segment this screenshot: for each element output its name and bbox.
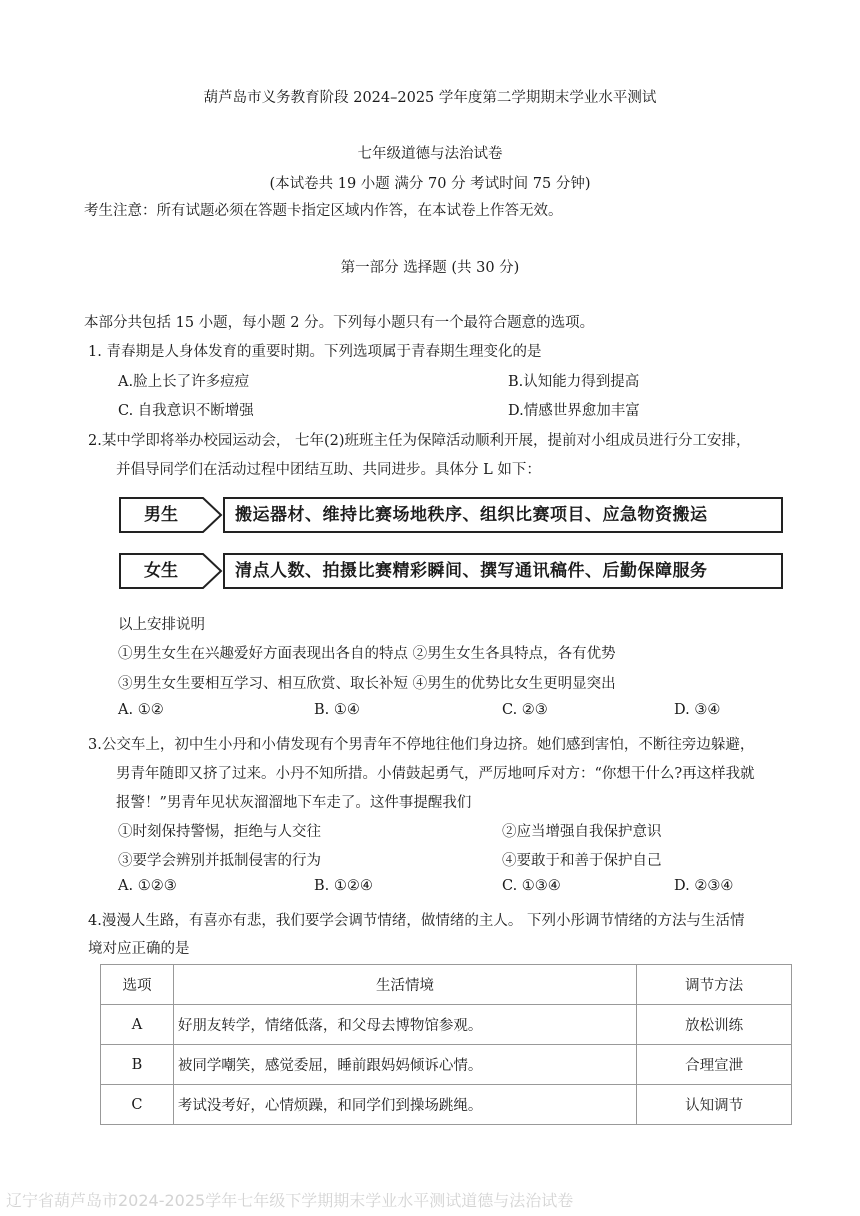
table-cell: C xyxy=(101,1085,174,1125)
tag-label: 女生 xyxy=(144,561,178,581)
question-stem-line1: 2.某中学即将举办校园运动会， 七年(2)班班主任为保障活动顺利开展，提前对小组成员进行分工安排， xyxy=(88,433,751,449)
arrow-tag xyxy=(119,553,223,589)
question-stem-line2: 境对应正确的是 xyxy=(88,941,190,957)
tag-label: 男生 xyxy=(144,505,178,525)
exam-info: (本试卷共 19 小题 满分 70 分 考试时间 75 分钟) xyxy=(269,176,591,192)
question-stem-line3: 报警！”男青年见状灰溜溜地下车走了。这件事提醒我们 xyxy=(116,795,472,811)
table-header: 生活情境 xyxy=(173,965,636,1005)
option-d: D.情感世界愈加丰富 xyxy=(508,403,640,419)
table-cell: 放松训练 xyxy=(637,1005,792,1045)
option-b: B. ①②④ xyxy=(314,878,373,894)
question-stem-line1: 3.公交车上，初中生小丹和小倩发现有个男青年不停地往他们身边挤。她们感到害怕，不断往旁边躲避， xyxy=(88,737,755,753)
statement-2: ②应当增强自我保护意识 xyxy=(502,824,662,840)
arrow-tag xyxy=(119,497,223,533)
table-cell: A xyxy=(101,1005,174,1045)
footer-watermark: 辽宁省葫芦岛市2024-2025学年七年级下学期期末学业水平测试道德与法治试卷 xyxy=(6,1191,574,1210)
statement-1: ①时刻保持警惕，拒绝与人交往 xyxy=(118,824,321,840)
section-heading: 第一部分 选择题 (共 30 分) xyxy=(340,260,520,276)
table-cell: 好朋友转学，情绪低落，和父母去博物馆参观。 xyxy=(173,1005,636,1045)
question-stem-line1: 4.漫漫人生路，有喜亦有悲，我们要学会调节情绪，做情绪的主人。 下列小彤调节情绪的方法与生活情 xyxy=(88,913,745,929)
table-header-row xyxy=(101,965,792,1005)
statement-4: ④要敢于和善于保护自己 xyxy=(502,853,662,869)
statements-line1: ①男生女生在兴趣爱好方面表现出各自的特点 ②男生女生各具特点，各有优势 xyxy=(118,646,616,662)
statements-line2: ③男生女生要相互学习、相互欣赏、取长补短 ④男生的优势比女生更明显突出 xyxy=(118,676,616,692)
exam-subtitle: 七年级道德与法治试卷 xyxy=(357,146,503,162)
option-a: A. ①②③ xyxy=(118,878,177,894)
table-header: 调节方法 xyxy=(637,965,792,1005)
exam-notice: 考生注意：所有试题必须在答题卡指定区域内作答，在本试卷上作答无效。 xyxy=(84,203,563,219)
table-row xyxy=(101,1045,792,1085)
table-cell: 考试没考好，心情烦躁，和同学们到操场跳绳。 xyxy=(173,1085,636,1125)
question-lead: 以上安排说明 xyxy=(118,617,205,633)
table-row xyxy=(101,1005,792,1045)
option-c: C. ②③ xyxy=(502,702,548,718)
table-cell: 合理宣泄 xyxy=(637,1045,792,1085)
duty-box: 清点人数、拍摄比赛精彩瞬间、撰写通讯稿件、后勤保障服务 xyxy=(223,553,783,589)
option-a: A. ①② xyxy=(118,702,164,718)
options-table xyxy=(100,964,792,1125)
option-d: D. ③④ xyxy=(674,702,721,718)
table-row xyxy=(101,1085,792,1125)
option-d: D. ②③④ xyxy=(674,878,734,894)
question-stem-line2: 男青年随即又挤了过来。小丹不知所措。小倩鼓起勇气，严厉地呵斥对方：“你想干什么?再这样我就 xyxy=(116,766,755,782)
statement-3: ③要学会辨别并抵制侵害的行为 xyxy=(118,853,321,869)
table-cell: 认知调节 xyxy=(637,1085,792,1125)
section-intro: 本部分共包括 15 小题，每小题 2 分。下列每小题只有一个最符合题意的选项。 xyxy=(84,315,595,331)
option-c: C. 自我意识不断增强 xyxy=(118,403,254,419)
option-b: B. ①④ xyxy=(314,702,360,718)
option-c: C. ①③④ xyxy=(502,878,561,894)
table-header: 选项 xyxy=(101,965,174,1005)
table-cell: 被同学嘲笑，感觉委屈，睡前跟妈妈倾诉心情。 xyxy=(173,1045,636,1085)
question-stem-line2: 并倡导同学们在活动过程中团结互助、共同进步。具体分 L 如下： xyxy=(116,462,541,478)
duty-box: 搬运器材、维持比赛场地秩序、组织比赛项目、应急物资搬运 xyxy=(223,497,783,533)
exam-title: 葫芦岛市义务教育阶段 2024–2025 学年度第二学期期末学业水平测试 xyxy=(203,90,657,106)
question-stem: 1. 青春期是人身体发育的重要时期。下列选项属于青春期生理变化的是 xyxy=(88,344,542,360)
option-b: B.认知能力得到提高 xyxy=(508,374,640,390)
table-cell: B xyxy=(101,1045,174,1085)
option-a: A.脸上长了许多痘痘 xyxy=(118,374,250,390)
